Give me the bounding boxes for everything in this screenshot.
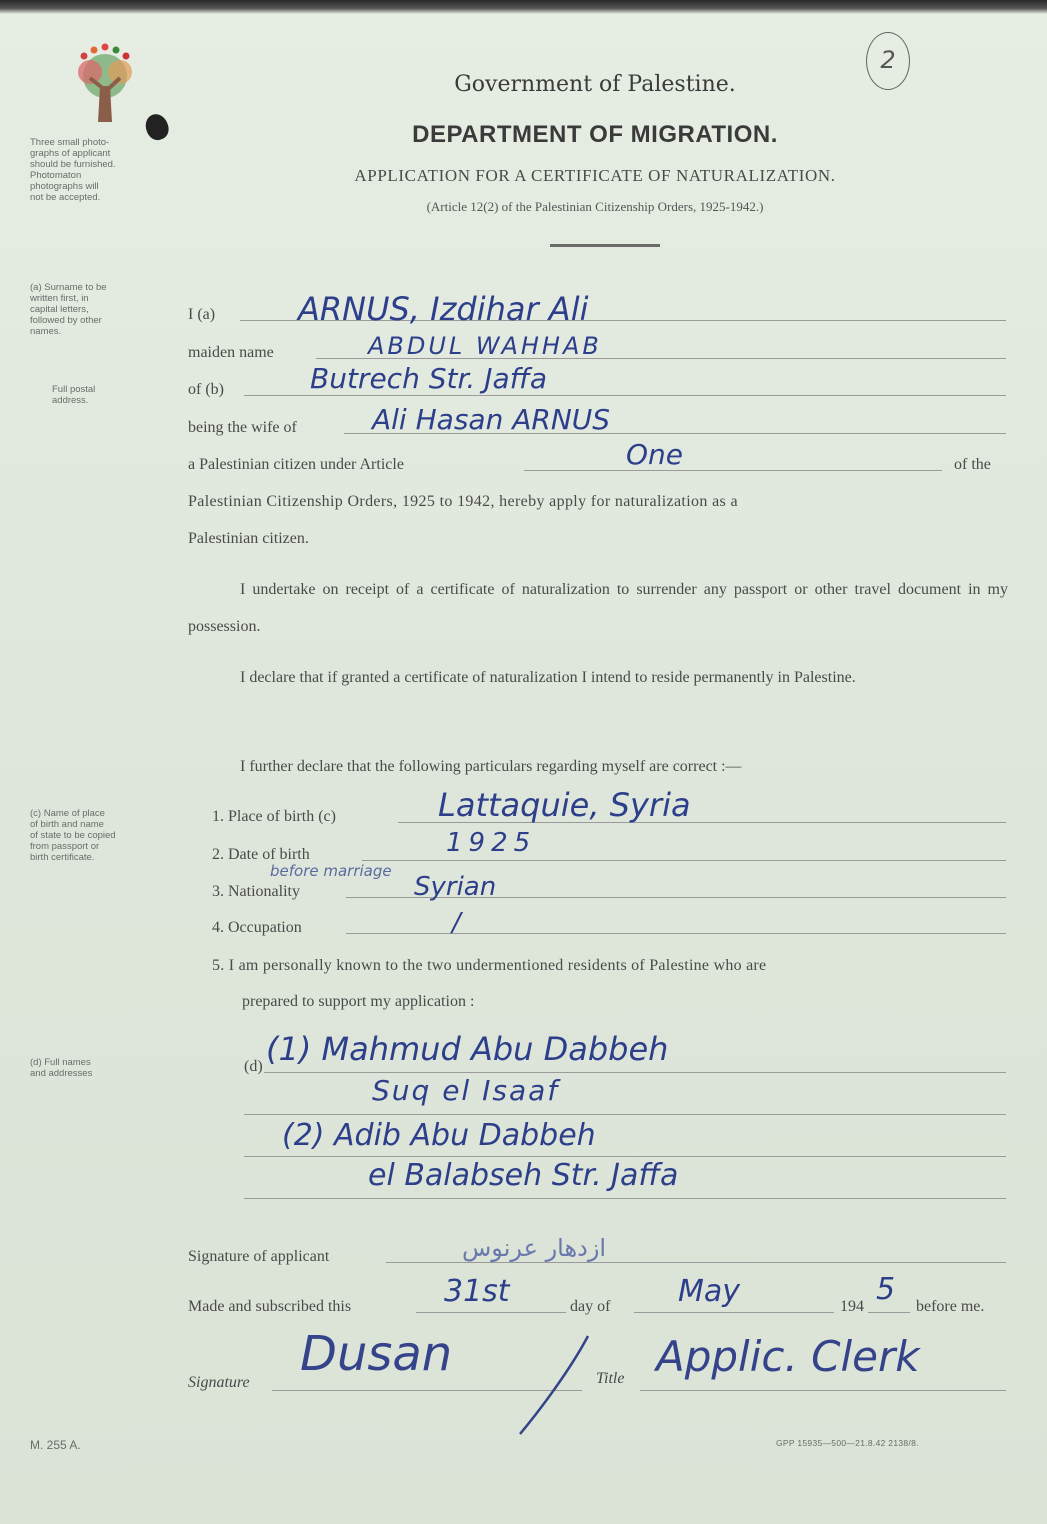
date-of-birth-field[interactable]: 1925 xyxy=(446,828,537,858)
referee-line-2 xyxy=(244,1114,1006,1115)
article-line xyxy=(524,470,942,471)
undertake-paragraph: I undertake on receipt of a certificate of naturalization to surrender any passport or other travel document in my possession. xyxy=(188,581,1008,635)
margin-note-c: (c) Name of place of birth and name of state to be copied from passport or birth certificate. xyxy=(30,808,116,863)
applicant-signature-line xyxy=(386,1262,1006,1263)
day-field[interactable]: 31st xyxy=(444,1274,510,1309)
referee-line-1 xyxy=(264,1072,1006,1073)
label-day-of: day of xyxy=(570,1298,611,1315)
referee-line-3 xyxy=(244,1156,1006,1157)
maiden-name-field[interactable]: ABDUL WAHHAB xyxy=(368,332,602,360)
referee2-name[interactable]: (2) Adib Abu Dabbeh xyxy=(282,1118,596,1153)
margin-note-a: (a) Surname to be written first, in capital letters, followed by other names. xyxy=(30,282,107,337)
label-occupation: 4. Occupation xyxy=(212,919,302,936)
form-code: M. 255 A. xyxy=(30,1438,81,1452)
item5-line2: prepared to support my application : xyxy=(242,993,475,1010)
place-of-birth-field[interactable]: Lattaquie, Syria xyxy=(438,786,691,824)
margin-note-b: Full postal address. xyxy=(52,384,96,406)
officer-title: Applic. Clerk xyxy=(656,1332,920,1381)
orders-line: Palestinian Citizenship Orders, 1925 to 1942, hereby apply for naturalization as a xyxy=(188,493,738,510)
year-line xyxy=(868,1312,910,1313)
margin-note-d: (d) Full names and addresses xyxy=(30,1057,93,1079)
label-title: Title xyxy=(596,1370,625,1387)
name-field[interactable]: ARNUS, Izdihar Ali xyxy=(298,290,589,328)
label-before-me: before me. xyxy=(916,1298,985,1315)
page-number-stamp: 2 xyxy=(866,32,910,90)
address-line xyxy=(244,395,1006,396)
label-of-b: of (b) xyxy=(188,381,224,398)
article-reference: (Article 12(2) of the Palestinian Citizenship Orders, 1925-1942.) xyxy=(426,199,764,214)
occupation-line xyxy=(346,933,1006,934)
date-of-birth-line xyxy=(362,860,1006,861)
nationality-note: before marriage xyxy=(270,862,392,880)
label-nationality: 3. Nationality xyxy=(212,883,300,900)
margin-note-photos: Three small photo- graphs of applicant should be furnished. Photomaton photographs will not be accepted. xyxy=(30,137,116,203)
year-field[interactable]: 5 xyxy=(876,1272,896,1307)
label-made-subscribed: Made and subscribed this xyxy=(188,1298,352,1315)
label-signature: Signature xyxy=(188,1374,250,1391)
address-field[interactable]: Butrech Str. Jaffa xyxy=(310,362,547,395)
article-field[interactable]: One xyxy=(626,438,684,471)
officer-signature: Dusan xyxy=(300,1326,453,1382)
scan-edge xyxy=(0,0,1047,14)
further-declare: I further declare that the following particulars regarding myself are correct :— xyxy=(240,758,742,775)
form-title: APPLICATION FOR A CERTIFICATE OF NATURALIZATION. xyxy=(354,166,836,185)
month-field[interactable]: May xyxy=(678,1274,741,1309)
citizen-text: Palestinian citizen. xyxy=(188,530,309,547)
label-citizen-under: a Palestinian citizen under Article xyxy=(188,456,404,473)
government-heading: Government of Palestine. xyxy=(454,72,736,97)
header-rule xyxy=(550,244,660,247)
referee1-address[interactable]: Suq el Isaaf xyxy=(372,1074,560,1107)
signature-stroke xyxy=(500,1330,600,1440)
referee-line-4 xyxy=(244,1198,1006,1199)
declare-paragraph: I declare that if granted a certificate of naturalization I intend to reside permanently in Palestine. xyxy=(240,669,856,686)
printer-code: GPP 15935—500—21.8.42 2138/8. xyxy=(776,1438,919,1448)
department-heading: DEPARTMENT OF MIGRATION. xyxy=(412,121,778,148)
label-of-the: of the xyxy=(954,456,991,473)
officer-title-line xyxy=(640,1390,1006,1391)
label-signature-applicant: Signature of applicant xyxy=(188,1248,330,1265)
nationality-field[interactable]: Syrian xyxy=(414,872,497,902)
label-date-of-birth: 2. Date of birth xyxy=(212,846,310,863)
label-d: (d) xyxy=(244,1058,263,1075)
item5-line1: 5. I am personally known to the two undermentioned residents of Palestine who are xyxy=(212,957,767,974)
husband-field[interactable]: Ali Hasan ARNUS xyxy=(372,403,611,436)
label-i-a: I (a) xyxy=(188,306,216,323)
label-wife-of: being the wife of xyxy=(188,419,297,436)
referee1-name[interactable]: (1) Mahmud Abu Dabbeh xyxy=(266,1030,669,1068)
label-year-prefix: 194 xyxy=(840,1298,864,1315)
tree-logo-icon xyxy=(62,42,148,128)
referee2-address[interactable]: el Balabseh Str. Jaffa xyxy=(368,1158,679,1193)
label-place-of-birth: 1. Place of birth (c) xyxy=(212,808,336,825)
applicant-signature: ازدهار عرنوس xyxy=(462,1234,607,1262)
month-line xyxy=(634,1312,834,1313)
day-line xyxy=(416,1312,566,1313)
occupation-field[interactable]: / xyxy=(452,908,461,938)
label-maiden-name: maiden name xyxy=(188,344,274,361)
